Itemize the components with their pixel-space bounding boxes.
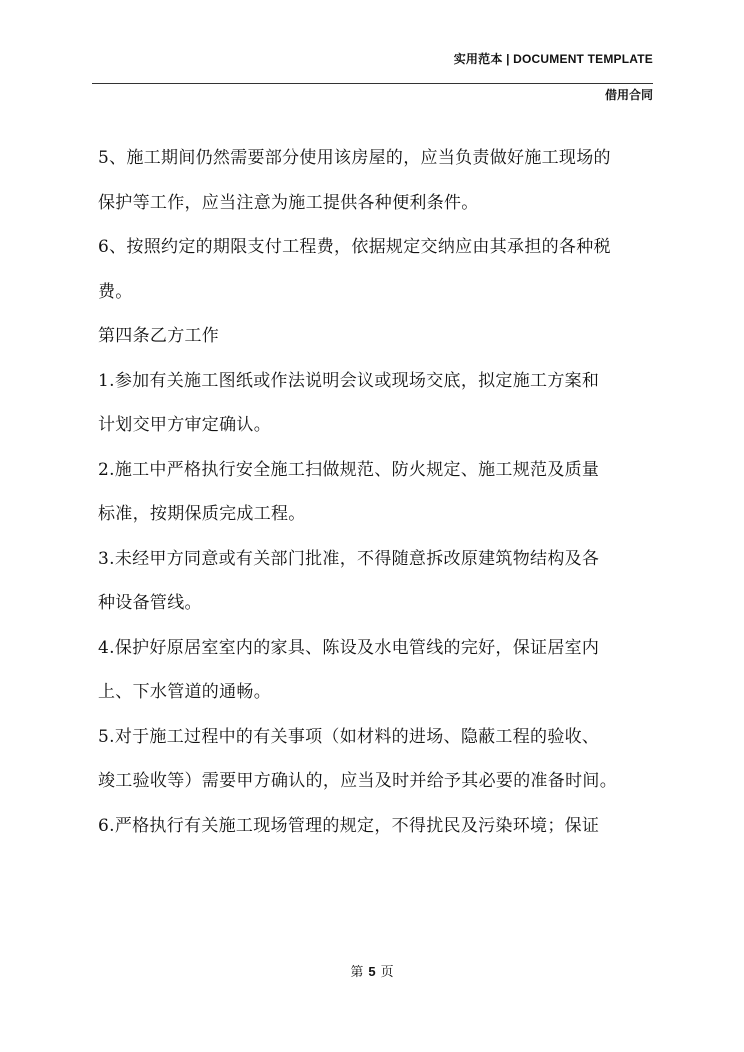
body-line: 标准，按期保质完成工程。 <box>98 504 306 524</box>
page-footer <box>0 962 744 983</box>
body-line: 3.未经甲方同意或有关部门批准，不得随意拆改原建筑物结构及各 <box>98 548 600 569</box>
body-line: 5.对于施工过程中的有关事项（如材料的进场、隐蔽工程的验收、 <box>98 726 600 747</box>
body-line: 费。 <box>98 281 133 302</box>
body-line: 4.保护好原居室室内的家具、陈设及水电管线的完好，保证居室内 <box>98 637 600 658</box>
body-line: 1.参加有关施工图纸或作法说明会议或现场交底，拟定施工方案和 <box>98 370 600 391</box>
body-line: 保护等工作，应当注意为施工提供各种便利条件。 <box>98 192 479 213</box>
document-body <box>98 136 658 848</box>
body-line: 竣工验收等）需要甲方确认的，应当及时并给予其必要的准备时间。 <box>98 771 617 791</box>
page-label-suffix: 页 <box>380 965 394 980</box>
body-line: 上、下水管道的通畅。 <box>98 682 271 702</box>
body-line: 2.施工中严格执行安全施工扫做规范、防火规定、施工规范及质量 <box>98 459 600 480</box>
header-subtitle: 借用合同 <box>604 88 653 102</box>
body-line: 6、按照约定的期限支付工程费，依据规定交纳应由其承担的各种税 <box>98 237 611 257</box>
body-line: 种设备管线。 <box>98 593 202 613</box>
body-line: 6.严格执行有关施工现场管理的规定，不得扰民及污染环境；保证 <box>98 815 600 836</box>
body-line: 计划交甲方审定确认。 <box>98 415 271 435</box>
page-header <box>92 50 653 102</box>
header-title: 实用范本 | DOCUMENT TEMPLATE <box>453 52 653 66</box>
page-label-prefix: 第 <box>350 965 364 980</box>
body-line: 5、施工期间仍然需要部分使用该房屋的，应当负责做好施工现场的 <box>98 148 611 168</box>
header-divider <box>92 83 653 84</box>
page-number: 5 <box>368 964 376 979</box>
section-heading: 第四条乙方工作 <box>98 326 220 346</box>
